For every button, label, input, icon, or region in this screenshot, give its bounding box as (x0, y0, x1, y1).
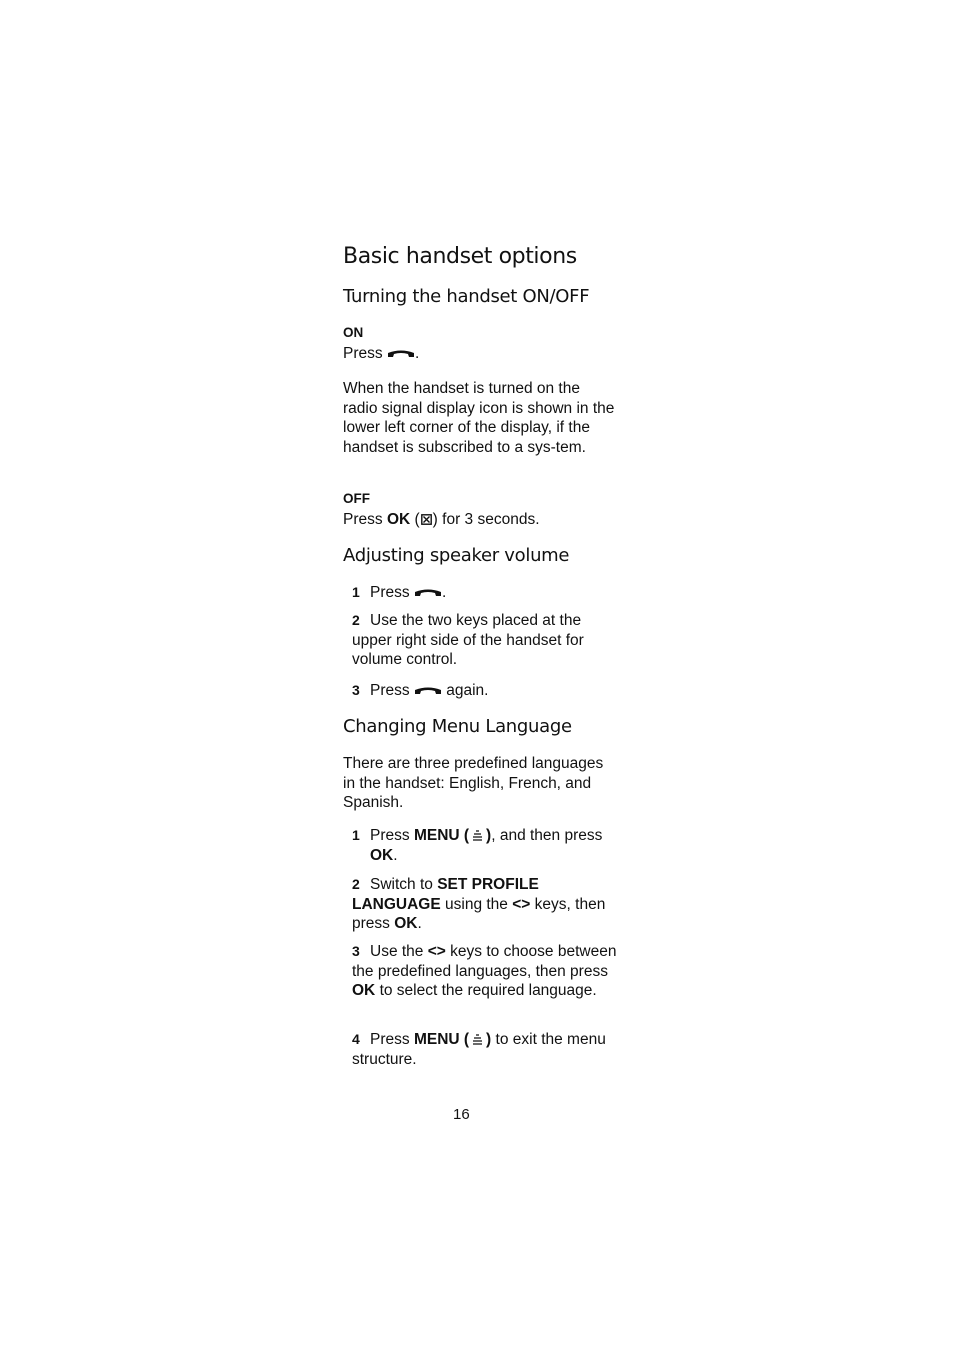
set-profile-language-label: SET PROFILE LANGUAGE (352, 876, 539, 913)
phone-handset-icon (387, 349, 415, 359)
off-label: OFF (343, 491, 370, 506)
on-label: ON (343, 325, 364, 340)
heading-on-off: Turning the handset ON/OFF (343, 286, 590, 307)
language-intro: There are three predefined languages in the handset: English, French, and Spanish. (343, 755, 604, 811)
volume-step-3: 3 Press again. (352, 682, 489, 699)
volume-step-1: 1 Press . (352, 584, 447, 601)
page-number: 16 (453, 1106, 470, 1123)
heading-language: Changing Menu Language (343, 716, 572, 737)
language-step-2: 2 Switch to SET PROFILE LANGUAGE using the <> keys, then press OK. (352, 876, 606, 932)
on-note: When the handset is turned on the radio signal display icon is shown in the lower left corner of the display, if the handset is subscribed to a sys-tem. (343, 380, 615, 456)
heading-volume: Adjusting speaker volume (343, 545, 570, 566)
phone-handset-icon (414, 686, 442, 696)
menu-list-icon (471, 1033, 484, 1047)
ok-key-icon (421, 514, 432, 525)
page-title: Basic handset options (343, 244, 577, 269)
phone-handset-icon (414, 588, 442, 598)
volume-step-2: 2 Use the two keys placed at the upper right side of the handset for volume control. (352, 612, 584, 668)
language-step-1: 1 Press MENU ( ), and then press OK. (352, 827, 603, 864)
language-step-4: 4 Press MENU ( ) to exit the menu structure. (352, 1031, 606, 1068)
menu-list-icon (471, 829, 484, 843)
off-instruction: Press OK ( ) for 3 seconds. (343, 511, 540, 528)
on-instruction: Press . (343, 345, 420, 362)
language-step-3: 3 Use the <> keys to choose between the predefined languages, then press OK to select the required language. (352, 943, 617, 999)
